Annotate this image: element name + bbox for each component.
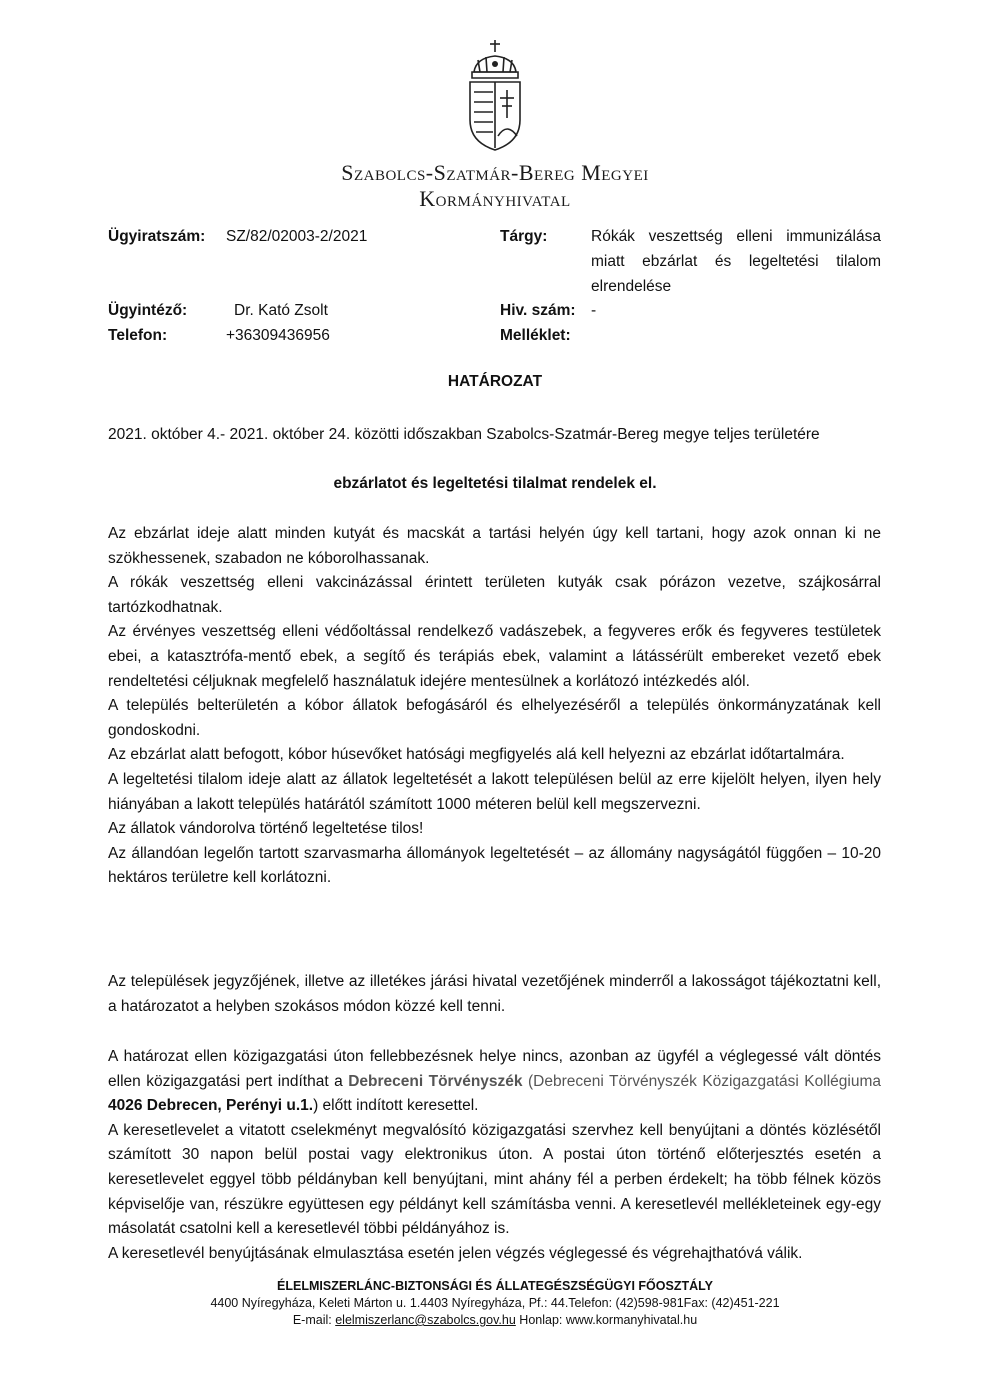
document-title: HATÁROZAT — [447, 373, 543, 390]
subject-label: Tárgy: — [500, 228, 548, 245]
web-link[interactable]: www.kormanyhivatal.hu — [565, 1313, 698, 1327]
footer-department: ÉLELMISZERLÁNC-BIZTONSÁGI ÉS ÁLLATEGÉSZSÉGÜGYI FŐOSZTÁLY — [277, 1279, 713, 1293]
body-paragraph: Az érvényes veszettség elleni védőoltással rendelkező vadászebek, a fegyveres erők és fegyveres testületek ebei, a katasztrófa-mentő ebek, a segítő és terápiás ebek, valamint a látássérült embereket vezető ebek rendeltetési céljuknak megfelelő használatuk idejére mentesülnek a korlátozó intézkedés alól. — [108, 623, 881, 690]
appeal-text: (Debreceni Törvényszék Közigazgatási Kollégiuma — [522, 1072, 881, 1090]
email-link[interactable]: elelmiszerlanc@szabolcs.gov.hu — [335, 1313, 516, 1327]
footer-address: 4400 Nyíregyháza, Keleti Márton u. 1.4403 Nyíregyháza, Pf.: 44.Telefon: (42)598-981Fax: (42)451-221 — [210, 1296, 780, 1310]
appeal-section — [108, 1045, 881, 1266]
notice-text: Az települések jegyzőjének, illetve az illetékes járási hivatal vezetőjének minderről a lakosságot tájékoztatni kell, a határozatot a helyben szokásos módon közzé kell tenni. — [108, 973, 881, 1015]
subject-text: Rókák veszettség elleni immunizálása miatt ebzárlat és legeltetési tilalom elrendelése — [591, 228, 881, 295]
body-section — [108, 522, 881, 891]
court-name: Debreceni Törvényszék — [348, 1072, 523, 1090]
phone-label: Telefon: — [108, 327, 168, 344]
footer — [0, 1278, 990, 1329]
decision-text: ebzárlatot és legeltetési tilalmat rendelek el. — [333, 475, 657, 492]
body-paragraph: Az ebzárlat alatt befogott, kóbor húsevőket hatósági megfigyelés alá kell helyezni az ebzárlat időtartalmára. — [108, 746, 845, 764]
org-name-line2: Kormányhivatal — [419, 186, 571, 211]
footer-contact — [0, 1312, 990, 1329]
officer-label: Ügyintéző: — [108, 302, 188, 319]
appeal-paragraph: A keresetlevelet a vitatott cselekményt megvalósító közigazgatási szervhez kell benyújtani a döntés közlésétől számított 30 napon belül postai vagy elektronikus úton. A postai úton történő előterjesztés esetén a keresetlevelet eggyel több példányban kell benyújtani, mint ahány fél a perben érdekelt; ha több félnek közös képviselője van, részükre együttesen egy példányt kell számításba venni. A keresetlevél mellékleteinek egy-egy másolatát csatolni kell a keresetlevél többi példányához is. — [108, 1121, 881, 1238]
body-paragraph: A rókák veszettség elleni vakcinázással érintett területen kutyák csak pórázon vezetve, szájkosárral tartózkodhatnak. — [108, 574, 881, 616]
appeal-paragraph — [108, 1045, 881, 1119]
coat-of-arms-icon — [462, 38, 528, 154]
body-paragraph: Az ebzárlat ideje alatt minden kutyát és macskát a tartási helyén úgy kell tartani, hogy azok onnan ki ne szökhessenek, szabadon ne kóborolhassanak. — [108, 525, 881, 567]
web-label: Honlap: — [515, 1313, 566, 1327]
attachment-label: Melléklet: — [500, 327, 571, 344]
body-paragraph: Az állandóan legelőn tartott szarvasmarha állományok legeltetését – az állomány nagyságától függően – 10-20 hektáros területre kell korlátozni. — [108, 844, 881, 887]
org-name-line1: Szabolcs-Szatmár-Bereg Megyei — [341, 160, 649, 185]
ref-label: Hiv. szám: — [500, 302, 576, 319]
appeal-text: A határozat ellen közigazgatási úton fellebbezésnek helye nincs, azonban az ügyfél a véglegessé vált döntés ellen közigazgatási pert indíthat a — [108, 1048, 881, 1090]
email-label: E-mail: — [292, 1313, 336, 1327]
case-number-label: Ügyiratszám: — [108, 228, 206, 245]
body-paragraph: A legeltetési tilalom ideje alatt az állatok legeltetését a lakott településen belül az erre kijelölt helyen, ilyen hely hiányában a lakott település határától számított 1000 méteren belül kell megszervezni. — [108, 770, 881, 813]
appeal-text: ) előtt indított keresettel. — [313, 1097, 479, 1115]
notice-paragraph — [108, 970, 881, 1019]
officer-name: Dr. Kató Zsolt — [234, 302, 328, 319]
court-address: 4026 Debrecen, Perényi u.1. — [108, 1097, 314, 1115]
appeal-paragraph: A keresetlevél benyújtásának elmulasztása esetén jelen végzés véglegessé és végrehajthatóvá válik. — [108, 1244, 803, 1262]
phone-number: +36309436956 — [226, 327, 330, 344]
intro-text: 2021. október 4.- 2021. október 24. közötti időszakban Szabolcs-Szatmár-Bereg megye teljes területére — [108, 426, 820, 443]
body-paragraph: A település belterületén a kóbor állatok befogásáról és elhelyezéséről a település önkormányzatának kell gondoskodni. — [108, 697, 881, 739]
case-number: SZ/82/02003-2/2021 — [226, 228, 368, 245]
ref-value: - — [591, 302, 597, 319]
body-paragraph: Az állatok vándorolva történő legeltetése tilos! — [108, 820, 424, 838]
